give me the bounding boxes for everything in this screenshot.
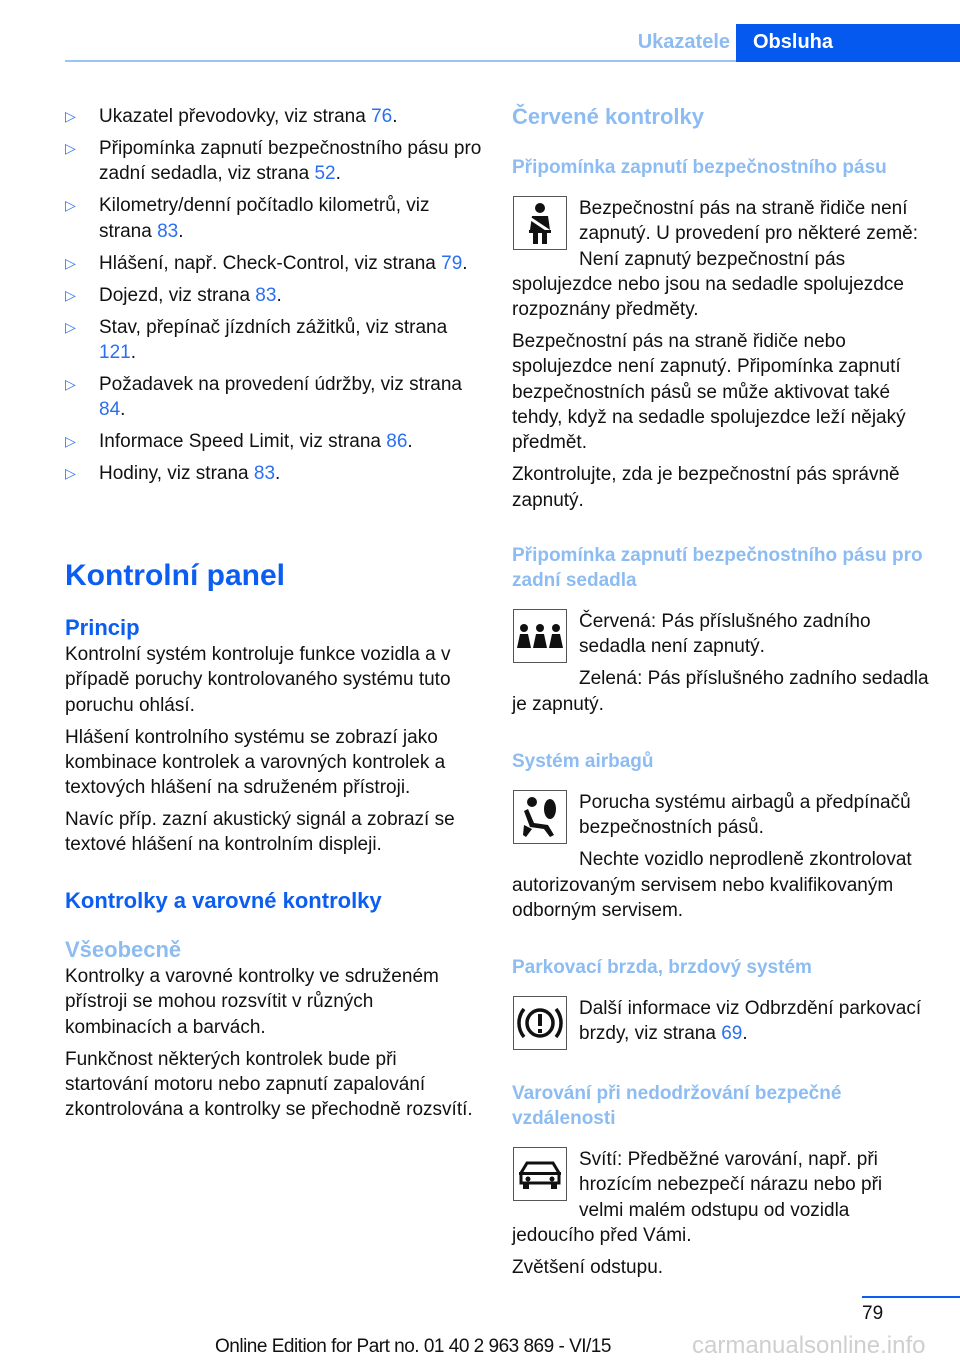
edition-footer: Online Edition for Part no. 01 40 2 963 869 - VI/15 [215,1336,611,1357]
triangle-bullet-icon: ▷ [65,465,76,482]
parking-brake-heading: Parkovací brzda, brzdový systém [512,957,812,978]
paragraph: Bezpečnostní pás na straně řidiče nebo spolujezdce není zapnutý. Připomínka zapnutí bezpečnostních pásů se může aktivovat také tehdy, když na sedadle spolujezdce leží nějaký předmět. [512,331,906,454]
page-link[interactable]: 83 [253,463,276,485]
paragraph: Svítí: Předběžné varování, např. při hrozícím nebezpečí nárazu nebo při velmi malém odstupu od vozidla jedoucího před Vámi. [512,1149,883,1246]
rear-belt-heading: Připomínka zapnutí bezpečnostního pásu pro zadní sedadla [512,545,923,591]
page-link[interactable]: 79 [441,252,463,274]
paragraph: Zelená: Pás příslušného zadního sedadla je zapnutý. [512,668,929,715]
airbag-heading: Systém airbagů [512,751,654,772]
page-link[interactable]: 83 [255,284,277,306]
triangle-bullet-icon: ▷ [65,254,76,271]
vseobecne-section [65,936,480,1129]
triangle-bullet-icon: ▷ [65,375,76,392]
paragraph: Navíc příp. zazní akustický signál a zobrazí se textové hlášení na kontrolním displeji. [65,809,455,856]
distance-warning-heading: Varování při nedodržování bezpečné vzdálenosti [512,1083,842,1129]
page-link[interactable]: 83 [157,220,179,242]
bullet-text: Požadavek na provedení údržby, viz strana [99,373,462,395]
page-link[interactable]: 86 [386,431,408,453]
bullet-item: ▷ Hodiny, viz strana 83. [65,461,485,486]
triangle-bullet-icon: ▷ [65,433,76,450]
vseobecne-heading: Všeobecně [65,937,182,962]
seatbelt-icon [513,196,567,250]
tab-ukazatele[interactable]: Ukazatele [637,31,730,53]
distance-warning-section [512,1081,930,1287]
page-link[interactable]: 121 [99,341,131,363]
paragraph: Zkontrolujte, zda je bezpečnostní pás správně zapnutý. [512,464,900,511]
page-link[interactable]: 84 [99,399,121,421]
airbag-section [512,749,930,930]
rear-seatbelt-icon [513,609,567,663]
bullet-list [65,104,485,493]
parking-brake-section: Parkovací brzda, brzdový systém Další informace viz Odbrzdění parkovací brzdy, viz strana 69. [512,955,930,1060]
section-title: Kontrolní panel [65,559,285,592]
bullet-text: Ukazatel převodovky, viz strana [99,106,372,127]
bullet-text: Dojezd, viz strana [99,284,256,306]
rear-belt-section [512,543,930,724]
paragraph: Červená: Pás příslušného zadního sedadla není zapnutý. [579,611,871,658]
tab-obsluha[interactable]: Obsluha [736,24,960,62]
paragraph: Funkčnost některých kontrolek bude při startování motoru nebo zapnutí zapalování zkontrolována a kontrolky se přechodně rozsvítí. [65,1048,473,1121]
footer-rule [862,1296,960,1298]
triangle-bullet-icon: ▷ [65,108,76,124]
kontrolky-heading: Kontrolky a varovné kontrolky [65,888,382,913]
paragraph: Hlášení kontrolního systému se zobrazí jako kombinace kontrolek a varovných kontrolek a textových hlášení na sdruženém přístroji. [65,726,446,799]
page-link[interactable]: 69 [721,1023,743,1045]
belt-section [512,155,930,520]
bullet-text: Kilometry/denní počítadlo kilometrů, viz strana [99,195,430,242]
bullet-item: ▷ Stav, přepínač jízdních zážitků, viz strana 121. [65,316,448,363]
page-number: 79 [862,1303,884,1324]
bullet-item: ▷ Dojezd, viz strana 83. [65,283,485,308]
triangle-bullet-icon: ▷ [65,286,76,303]
bullet-item: ▷ Požadavek na provedení údržby, viz strana 84. [65,373,462,421]
bullet-text: Připomínka zapnutí bezpečnostního pásu pro zadní sedadla, viz strana [99,137,482,185]
bullet-item: ▷ Informace Speed Limit, viz strana 86. [65,429,485,454]
triangle-bullet-icon: ▷ [65,139,76,156]
page-link[interactable]: 52 [314,163,336,185]
bullet-item: ▷ Kilometry/denní počítadlo kilometrů, viz strana 83. [65,195,430,242]
red-lights-heading: Červené kontrolky [512,104,704,129]
belt-heading: Připomínka zapnutí bezpečnostního pásu [512,157,887,178]
paragraph: Zvětšení odstupu. [512,1256,664,1278]
bullet-text: Hodiny, viz strana [99,463,254,485]
princip-section [65,614,480,864]
page-link[interactable]: 76 [371,106,393,127]
paragraph: Nechte vozidlo neprodleně zkontrolovat autorizovaným servisem nebo kvalifikovaným odborným servisem. [512,849,912,921]
car-warning-icon [513,1147,567,1201]
triangle-bullet-icon: ▷ [65,197,76,214]
princip-heading: Princip [65,615,140,640]
triangle-bullet-icon: ▷ [65,318,76,335]
watermark: carmanualsonline.info [692,1332,926,1359]
brake-warning-icon [513,996,567,1050]
bullet-text: Stav, přepínač jízdních zážitků, viz strana [99,316,448,338]
paragraph: Bezpečnostní pás na straně řidiče není zapnutý. U provedení pro některé země: Není zapnutý bezpečnostní pás spolujezdce nebo jsou na sedadle spolujezdce rozpoznány předměty. [512,198,919,321]
bullet-text: Hlášení, např. Check-Control, viz strana [99,252,442,274]
bullet-item: ▷ Ukazatel převodovky, viz strana 76. [65,104,485,129]
bullet-item: ▷ Hlášení, např. Check-Control, viz strana 79. [65,251,485,276]
paragraph: Kontrolní systém kontroluje funkce vozidla a v případě poruchy kontrolovaného systému tuto poruchu ohlásí. [65,644,451,716]
airbag-icon [513,790,567,844]
bullet-text: Informace Speed Limit, viz strana [99,431,387,453]
paragraph: Další informace viz Odbrzdění parkovací brzdy, viz strana [579,998,922,1045]
bullet-item: ▷ Připomínka zapnutí bezpečnostního pásu pro zadní sedadla, viz strana 52. [65,137,482,185]
paragraph: Kontrolky a varovné kontrolky ve sdruženém přístroji se mohou rozsvítit v různých kombinacích a barvách. [65,966,439,1038]
paragraph: Porucha systému airbagů a předpínačů bezpečnostních pásů. [579,792,911,839]
